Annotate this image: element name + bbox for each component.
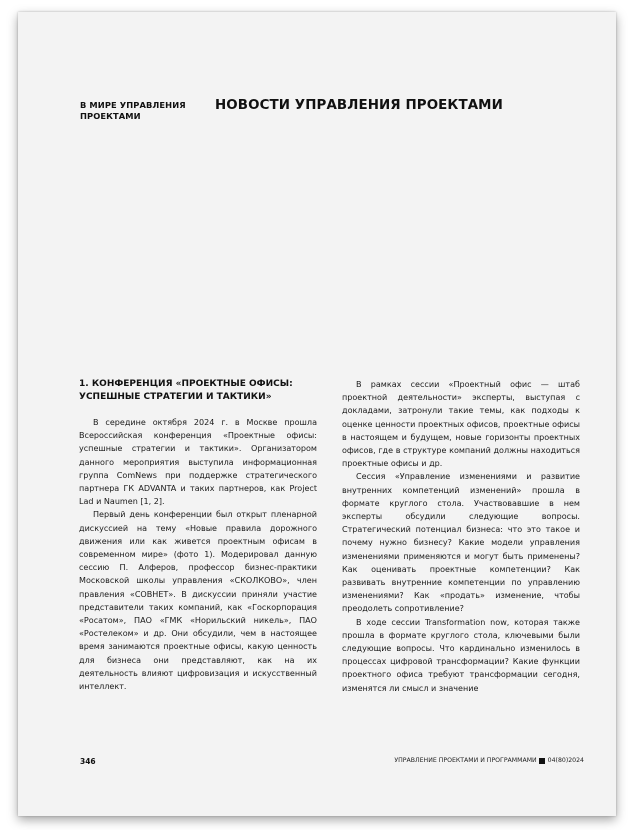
paragraph: В рамках сессии «Проектный офис — штаб проектной деятельности» эксперты, выступая с докладами, затронули такие темы, как подходы к оценке ценности проектных офисов, проектные офисы в настоящем и будущем, новые горизонты проектных офисов, где в структуре компаний должны находиться проектные офисы и др. bbox=[342, 380, 580, 469]
paragraph: В ходе сессии Transformation now, которая также прошла в формате круглого стола, ключевыми были следующие вопросы. Что кардинально изменилось в процессах цифровой трансформации? Какие функции проектного офиса требуют трансформации сегодня, изменятся ли смысл и значение bbox=[342, 617, 580, 693]
magazine-page bbox=[18, 12, 616, 816]
paragraph: Сессия «Управление изменениями и развитие внутренних компетенций изменений» прошла в формате круглого стола. Участвовавшие в нем эксперты обсудили следующие вопросы. Стратегический потенциал бизнеса: что это такое и почему нужно бизнесу? Какие модели управления изменениями применяются и могут быть применены? Как оценивать проектные компетенции? Как развивать внутренние компетенции по управлению изменениями? Как «продать» изменение, чтобы преодолеть сопротивление? bbox=[342, 472, 580, 614]
journal-footer bbox=[394, 757, 584, 764]
journal-name: УПРАВЛЕНИЕ ПРОЕКТАМИ И ПРОГРАММАМИ bbox=[394, 757, 537, 764]
article-heading: 1. КОНФЕРЕНЦИЯ «ПРОЕКТНЫЕ ОФИСЫ: УСПЕШНЫЕ СТРАТЕГИИ И ТАКТИКИ» bbox=[79, 379, 293, 402]
page-title: НОВОСТИ УПРАВЛЕНИЯ ПРОЕКТАМИ bbox=[215, 98, 503, 113]
page-number: 346 bbox=[80, 757, 96, 766]
square-icon bbox=[539, 758, 545, 764]
issue-number: 04(80)2024 bbox=[547, 757, 584, 764]
left-column bbox=[79, 378, 317, 693]
paragraph: Первый день конференции был открыт пленарной дискуссией на тему «Новые правила дорожного движения или как живется проектным офисам в современном мире» (фото 1). Модерировал данную сессию П. Алферов, профессор бизнес-практики Московской школы управления «СКОЛКОВО», член правления «СОВНЕТ». В дискуссии приняли участие представители таких компаний, как «Госкорпорация «Росатом», ПАО «ГМК «Норильский никель», ПАО «Ростелеком» и др. Они обсудили, чем в настоящее время занимаются проектные офисы, какую ценность для бизнеса они представляют, как на их деятельность влияют цифровизация и искусственный интеллект. bbox=[79, 510, 317, 692]
paragraph: В середине октября 2024 г. в Москве прошла Всероссийская конференция «Проектные офисы: успешные стратегии и тактики». Организатором данного мероприятия выступила информационная группа ComNews при поддержке стратегического партнера ГК ADVANTA и таких партнеров, как Project Lad и Naumen [1, 2]. bbox=[79, 418, 317, 507]
right-column bbox=[342, 378, 580, 695]
section-label: В МИРЕ УПРАВЛЕНИЯ ПРОЕКТАМИ bbox=[80, 100, 186, 121]
